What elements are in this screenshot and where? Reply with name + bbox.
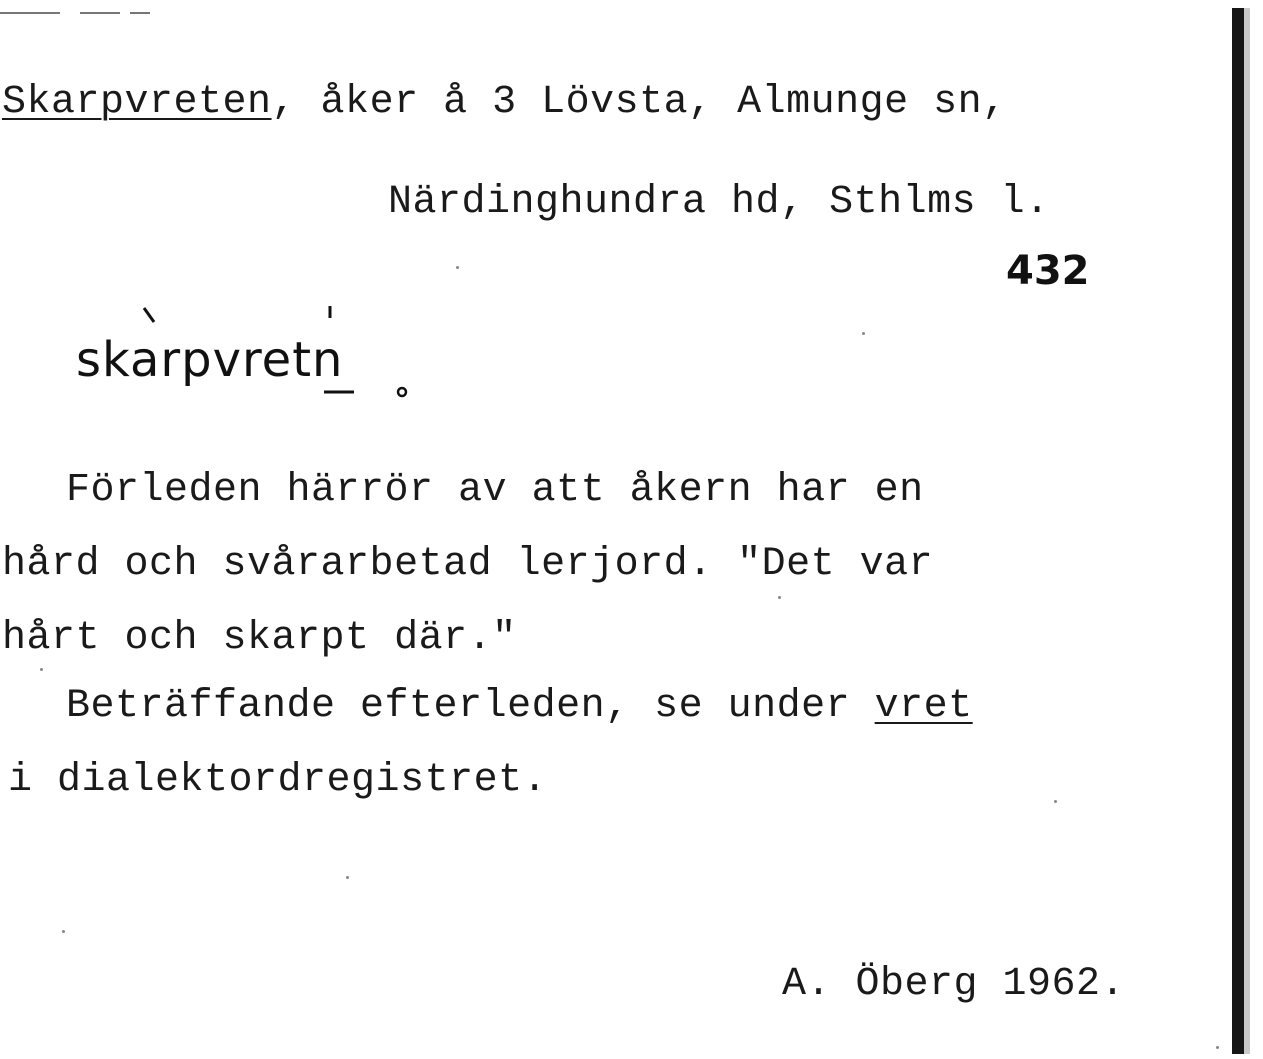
scan-dot xyxy=(1216,1046,1219,1049)
body-line-4 xyxy=(66,684,973,730)
body-line-1: Förleden härrör av att åkern har en xyxy=(66,468,924,513)
scan-dot xyxy=(456,266,459,269)
scan-speck xyxy=(130,12,150,14)
scan-speck xyxy=(80,12,120,14)
card-edge-bar xyxy=(1232,8,1244,1054)
location-line-2: Närdinghundra hd, Sthlms l. xyxy=(388,180,1050,225)
scan-dot xyxy=(40,668,43,671)
body-line-4-prefix: Beträffande efterleden, se under xyxy=(66,684,875,729)
syllabic-ring xyxy=(398,388,406,396)
body-line-3: hårt och skarpt där." xyxy=(2,616,517,661)
scan-dot xyxy=(62,930,65,933)
card-edge-shadow xyxy=(1244,8,1250,1054)
entry-name: Skarpvreten xyxy=(2,80,272,125)
scan-dot xyxy=(1054,800,1057,803)
scan-speck xyxy=(0,12,60,14)
cross-reference-vret: vret xyxy=(874,684,973,729)
header-line-1 xyxy=(2,80,1007,126)
pronunciation: skarpvretn xyxy=(76,332,344,388)
scan-dot xyxy=(862,332,865,335)
accent-mark xyxy=(144,308,154,322)
body-line-2: hård och svårarbetad lerjord. "Det var xyxy=(2,542,934,587)
scan-dot xyxy=(346,876,349,879)
scan-dot xyxy=(778,596,781,599)
body-line-5: i dialektordregistret. xyxy=(8,758,548,803)
card-number: 432 xyxy=(1006,248,1090,294)
pronunciation-marks xyxy=(76,300,436,400)
signature: A. Öberg 1962. xyxy=(782,962,1126,1007)
location-line-1: , åker å 3 Lövsta, Almunge sn, xyxy=(271,80,1007,125)
